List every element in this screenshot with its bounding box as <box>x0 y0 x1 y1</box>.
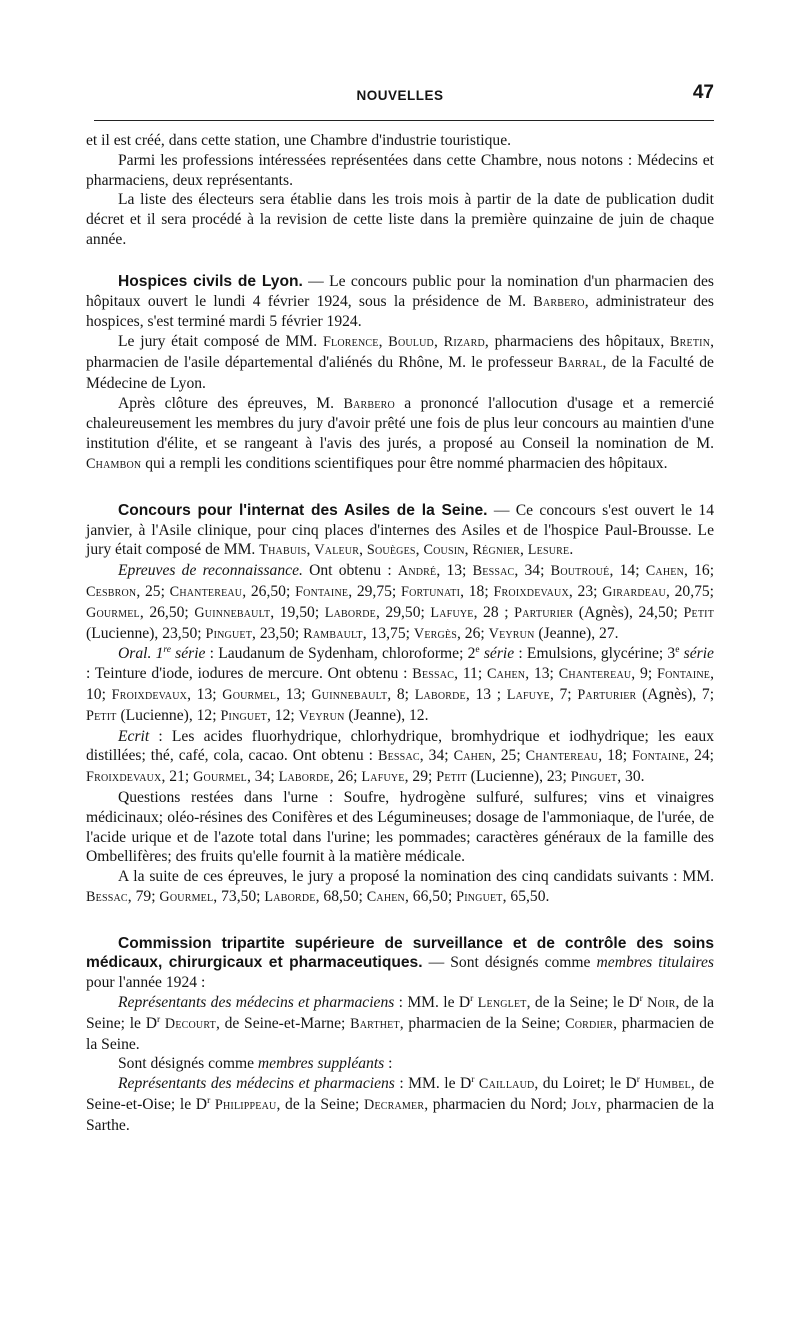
person-name: Laborde <box>324 604 376 621</box>
person-name: Cahen <box>366 888 405 905</box>
section-paragraph <box>86 561 714 644</box>
person-name: Cordier <box>565 1015 614 1032</box>
text-run: , <box>378 333 389 351</box>
section-paragraph <box>86 272 714 332</box>
text-run: , 34; <box>246 768 279 786</box>
text-run: (Jeanne), 27. <box>534 624 619 642</box>
section-heading: Hospices civils de Lyon. <box>118 272 303 290</box>
person-name: Thabuis <box>259 542 307 559</box>
text-run: , <box>464 541 473 559</box>
text-run: Représentants des médecins et pharmaciens <box>118 1075 395 1093</box>
person-name: Chambon <box>86 455 142 472</box>
person-name: Gourmel <box>86 604 140 621</box>
superscript: r <box>470 993 474 1004</box>
text-run: , 25; <box>136 582 170 600</box>
text-run: série <box>479 645 515 663</box>
person-name: Cesbron <box>86 583 137 600</box>
text-run: , 65,50. <box>502 887 550 905</box>
person-name: Florence <box>322 334 379 351</box>
text-run: , pharmacien de la Sarthe. <box>86 1096 714 1134</box>
text-run: . <box>569 541 574 559</box>
person-name: Boutroué <box>550 563 610 580</box>
person-name: Rizard <box>443 334 485 351</box>
text-run: , <box>433 333 444 351</box>
text-run: Ecrit <box>118 727 150 745</box>
person-name: Philippeau <box>214 1097 277 1114</box>
person-name: Parturier <box>577 686 637 703</box>
text-run: et il est créé, dans cette station, une Chambre d'industrie touristique. <box>86 132 512 149</box>
text-run: , 66,50; <box>404 887 457 905</box>
text-run: , 18; <box>598 747 633 765</box>
text-run: (Agnès), 24,50; <box>573 603 684 621</box>
text-run: A la suite de ces épreuves, le jury a proposé la nomination des cinq candidats suivants : MM. <box>118 868 714 886</box>
person-name: Chantereau <box>558 666 632 683</box>
page <box>86 78 714 1136</box>
text-run: , 13; <box>436 562 473 580</box>
person-name: Fontaine <box>656 666 711 683</box>
text-run: , 26; <box>457 624 489 642</box>
person-name: Pinguet <box>570 769 618 786</box>
text-run: membres titulaires <box>596 954 714 972</box>
intro-line <box>86 131 714 151</box>
person-name: Rambault <box>303 625 363 642</box>
text-run: : <box>384 1055 393 1073</box>
text-run: , 12; <box>266 706 299 724</box>
text-run: , du Loiret; le D <box>534 1075 637 1093</box>
superscript: re <box>163 645 171 656</box>
text-run: , 29,50; <box>375 603 431 621</box>
text-run: , <box>415 541 424 559</box>
text-run: , 13; <box>276 685 312 703</box>
superscript: r <box>639 993 643 1004</box>
section-heading: Concours pour l'internat des Asiles de la Seine. <box>118 501 488 519</box>
text-run: — Ce concours s'est ouvert le 14 janvier, à l'Asile clinique, pour cinq places d'internes des Asiles et de l'hospice Paul-Brousse. Le jury était composé de MM. <box>86 501 714 559</box>
text-run: , <box>520 541 528 559</box>
text-run: , 9; <box>631 665 657 683</box>
person-name: Petit <box>436 769 467 786</box>
section-commission <box>86 934 714 1136</box>
text-run: : Les acides fluorhydrique, chlorhydrique, bromhydrique et iodhydrique; les eaux distillées; thé, café, cola, cacao. Ont obtenu : <box>86 727 714 765</box>
intro-paragraph <box>86 190 714 249</box>
text-run: , 26,50; <box>242 582 296 600</box>
text-run: (Jeanne), 12. <box>344 706 429 724</box>
text-run: Parmi les professions intéressées représentées dans cette Chambre, nous notons : Médecins et pharmaciens, deux représentants. <box>86 151 714 189</box>
superscript: r <box>156 1014 161 1025</box>
text-run: , de la Seine; <box>276 1096 365 1114</box>
text-run: (Agnès), 7; <box>636 685 715 703</box>
person-name: Froixdevaux <box>86 769 162 786</box>
text-run: , pharmacien de la Seine; <box>399 1014 566 1032</box>
section-paragraph <box>86 993 714 1054</box>
person-name: Lafuye <box>506 686 550 703</box>
text-run: — Sont désignés comme <box>422 954 597 972</box>
intro-paragraph <box>86 151 714 191</box>
text-run: Ont obtenu : <box>302 562 398 580</box>
text-run: , 13; <box>525 665 559 683</box>
text-run: : MM. le D <box>394 994 471 1012</box>
text-run: : Emulsions, glycérine; 3 <box>514 645 676 663</box>
text-run: , 29; <box>404 768 437 786</box>
text-run: , 68,50; <box>315 887 367 905</box>
text-run: , de la Seine; le D <box>86 994 714 1032</box>
person-name: Bessac <box>86 888 128 905</box>
text-run: : Laudanum de Sydenham, chloroforme; 2 <box>205 645 476 663</box>
text-run: , 14; <box>609 562 646 580</box>
person-name: Chantereau <box>525 748 599 765</box>
person-name: Barral <box>557 354 603 371</box>
person-name: Gourmel <box>193 769 247 786</box>
person-name: Petit <box>683 604 714 621</box>
person-name: Pinguet <box>456 888 503 905</box>
person-name: Régnier <box>472 542 520 559</box>
text-run: : Teinture d'iode, iodures de mercure. Ont obtenu : <box>86 665 413 683</box>
person-name: Cahen <box>645 563 684 580</box>
person-name: Laborde <box>264 888 316 905</box>
section-hospices <box>86 272 714 475</box>
text-run: Questions restées dans l'urne : Soufre, hydrogène sulfuré, sulfures; vins et vinaigres médicinaux; oléo-résines des Conifères et des Légumineuses; dosage de l'ammoniaque, de l'urée, de l'acide urique et de l'azote total dans l'urine; les pommades; caractères généraux de la famille des Ombellifères; des fruits qu'elle fournit à la matière médicale. <box>86 788 714 866</box>
person-name: Veyrun <box>488 625 535 642</box>
text-run: , 25; <box>491 747 526 765</box>
person-name: Joly <box>571 1097 598 1114</box>
text-run: : MM. le D <box>394 1075 472 1093</box>
text-run: , 8; <box>387 685 415 703</box>
person-name: Gourmel <box>222 686 277 703</box>
text-run: , 13 ; <box>465 685 507 703</box>
text-run: , de la Faculté de Médecine de Lyon. <box>86 353 714 392</box>
text-run: , de la Seine; le D <box>526 994 640 1012</box>
running-head <box>86 78 714 108</box>
person-name: Cousin <box>423 542 465 559</box>
running-title: NOUVELLES <box>356 88 444 103</box>
person-name: Guinnebault <box>311 686 388 703</box>
text-run: , pharmacien de l'asile départemental d'aliénés du Rhône, M. le professeur <box>86 333 715 371</box>
text-run: membres suppléants <box>257 1055 385 1073</box>
section-paragraph <box>86 867 714 908</box>
text-run: , 19,50; <box>270 603 325 621</box>
text-run: , 10; <box>86 665 715 703</box>
text-run: (Lucienne), 12; <box>116 706 221 724</box>
text-run: , 23; <box>568 582 603 600</box>
text-run: — Le concours public pour la nomination d'un pharmacien des hôpitaux ouvert le lundi 4 février 1924, sous la présidence de M. <box>86 272 715 310</box>
text-run: , 11; <box>454 665 487 683</box>
person-name: Cahen <box>486 666 526 683</box>
text-run: série <box>679 645 714 663</box>
text-run: série <box>170 645 206 663</box>
text-run: pour l'année 1924 : <box>86 974 206 992</box>
text-run: , 28 ; <box>473 603 515 621</box>
text-run: , 16; <box>684 562 715 580</box>
superscript: r <box>636 1075 640 1086</box>
person-name: Lafuye <box>430 604 474 621</box>
person-name: Fortunati <box>401 583 461 600</box>
person-name: Pinguet <box>220 707 267 724</box>
person-name: Froixdevaux <box>493 583 569 600</box>
section-paragraph <box>86 1054 714 1074</box>
page-number: 47 <box>692 82 714 103</box>
text-run: , 34; <box>514 562 551 580</box>
person-name: Caillaud <box>478 1076 535 1093</box>
person-name: Lafuye <box>361 769 405 786</box>
person-name: Girardeau <box>602 583 666 600</box>
text-run: , 23,50; <box>252 624 304 642</box>
person-name: Boulud <box>388 334 434 351</box>
person-name: Bessac <box>472 563 515 580</box>
text-run: , administrateur des hospices, s'est terminé mardi 5 février 1924. <box>86 292 714 331</box>
text-run: Le jury était composé de MM. <box>118 333 323 351</box>
text-run: (Lucienne), 23,50; <box>86 624 206 642</box>
person-name: Laborde <box>414 686 466 703</box>
superscript: e <box>675 645 680 656</box>
person-name: Fontaine <box>632 748 686 765</box>
person-name: Lenglet <box>477 995 527 1012</box>
text-run: , pharmacien du Nord; <box>424 1096 572 1114</box>
text-run: , 26,50; <box>139 603 195 621</box>
person-name: Gourmel <box>159 888 214 905</box>
text-run: , <box>306 541 315 559</box>
section-paragraph <box>86 332 714 393</box>
person-name: Souèges <box>366 542 416 559</box>
text-run: (Lucienne), 23; <box>466 768 571 786</box>
text-run: qui a rempli les conditions scientifiques pour être nommé pharmacien des hôpitaux. <box>141 454 668 472</box>
person-name: Bretin <box>670 334 711 351</box>
person-name: Pinguet <box>205 625 253 642</box>
superscript: r <box>471 1075 475 1086</box>
text-run: , 18; <box>460 582 494 600</box>
person-name: Cahen <box>453 748 492 765</box>
person-name: Fontaine <box>295 583 349 600</box>
article-body <box>86 131 714 1136</box>
person-name: Petit <box>86 707 117 724</box>
person-name: Bessac <box>377 748 420 765</box>
text-run: , 13,75; <box>362 624 414 642</box>
section-internat <box>86 501 714 908</box>
person-name: Valeur <box>314 542 360 559</box>
text-run: , 24; <box>685 747 715 765</box>
person-name: Veyrun <box>298 707 345 724</box>
text-run: Après clôture des épreuves, M. <box>118 394 344 412</box>
person-name: Parturier <box>514 604 574 621</box>
text-run: , 20,75; <box>665 582 715 600</box>
superscript: e <box>475 645 480 656</box>
person-name: Barbero <box>343 395 395 412</box>
text-run: Oral. 1 <box>118 645 164 663</box>
section-paragraph <box>86 788 714 867</box>
text-run: , 30. <box>617 768 645 786</box>
section-paragraph <box>86 644 714 726</box>
person-name: Laborde <box>278 769 330 786</box>
text-run: , 73,50; <box>213 887 265 905</box>
person-name: Humbel <box>644 1076 691 1093</box>
text-run: Epreuves de reconnaissance. <box>118 562 303 580</box>
superscript: r <box>207 1095 211 1106</box>
text-run: , 13; <box>187 685 223 703</box>
text-run: , 79; <box>127 887 160 905</box>
person-name: Barbero <box>533 293 585 310</box>
text-run: , <box>359 541 367 559</box>
text-run: a prononcé l'allocution d'usage et a remercié chaleureusement les membres du jury d'avoir prêté une fois de plus leur concours au maintien d'une institution d'élite, et se rangeant à l'avis des jurés, a proposé au Conseil la nomination de M. <box>86 394 714 453</box>
text-run: , de Seine-et-Marne; <box>215 1014 351 1032</box>
section-paragraph <box>86 394 714 475</box>
section-paragraph <box>86 934 714 993</box>
text-run: , 29,75; <box>348 582 402 600</box>
text-run: , pharmacien de la Seine. <box>86 1014 714 1053</box>
section-paragraph <box>86 501 714 561</box>
person-name: Barthet <box>350 1015 400 1032</box>
person-name: Lesure <box>527 542 570 559</box>
person-name: Guinnebault <box>194 604 271 621</box>
text-run: , 7; <box>549 685 578 703</box>
text-run: , 21; <box>161 768 194 786</box>
header-rule <box>94 120 714 121</box>
person-name: Froixdevaux <box>111 686 188 703</box>
text-run: La liste des électeurs sera établie dans les trois mois à partir de la date de publication dudit décret et il sera procédé à la revision de cette liste dans la première quinzaine de juin de chaque année. <box>86 191 714 248</box>
person-name: Decramer <box>364 1097 425 1114</box>
text-run: , de Seine-et-Oise; le D <box>86 1075 714 1114</box>
person-name: Noir <box>647 995 676 1012</box>
person-name: André <box>397 563 437 580</box>
text-run: , pharmaciens des hôpitaux, <box>484 333 671 351</box>
person-name: Decourt <box>164 1015 216 1032</box>
text-run: , 26; <box>329 768 362 786</box>
text-run: Sont désignés comme <box>118 1055 258 1073</box>
section-heading: Commission tripartite supérieure de surveillance et de contrôle des soins médicaux, chirurgicaux et pharmaceutiques. <box>86 934 714 972</box>
text-run: Représentants des médecins et pharmaciens <box>118 994 395 1012</box>
person-name: Bessac <box>412 666 455 683</box>
person-name: Vergès <box>413 625 457 642</box>
person-name: Chantereau <box>169 583 243 600</box>
text-run: , 34; <box>419 747 454 765</box>
section-paragraph <box>86 1074 714 1135</box>
section-paragraph <box>86 727 714 788</box>
